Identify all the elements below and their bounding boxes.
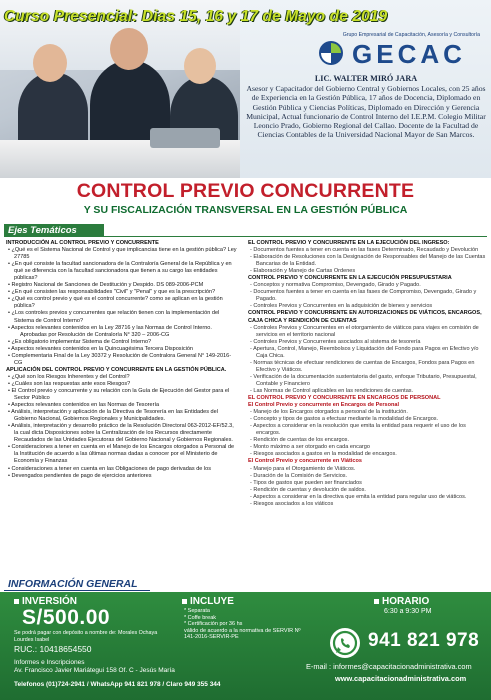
topic-item: • El Control previo y concurrente y su relación con la Guía de Ejecución del Gestor para el Sector Público	[8, 387, 230, 402]
whatsapp-phone[interactable]: 941 821 978	[368, 630, 480, 651]
person-right-head	[184, 48, 216, 84]
horario-title: HORARIO	[374, 596, 429, 607]
course-title: CONTROL PREVIO CONCURRENTE	[76, 180, 415, 202]
instructor-name: LIC. WALTER MIRÓ JARA	[314, 74, 418, 83]
topic-item: - Las Normas de Control aplicables en las rendiciones de cuentas.	[250, 387, 414, 394]
logo-tagline: Grupo Empresarial de Capacitación, Asesoría y Consultoría	[342, 32, 480, 38]
course-subtitle: Y SU FISCALIZACIÓN TRANSVERSAL EN LA GESTIÓN PÚBLICA	[83, 204, 408, 216]
topic-item: - Concepto y tipos de gastos a efectuar mediante la modalidad de Encargos.	[250, 416, 439, 423]
topic-item: • Consideraciones a tener en cuenta en las Obligaciones de pago derivadas de los	[8, 465, 211, 472]
topic-item: - Controles Previos y Concurrentes en el otorgamiento de viáticos para viajes en comisión de servicios en el territorio nacional	[250, 324, 479, 338]
topic-item: • ¿Es obligatorio implementar Sistema de Control Interno?	[8, 338, 152, 345]
payment-note: Se podrá pagar con depósito a nombre de: Morales Ochaya Lourdes Isabel	[14, 630, 158, 643]
phones-line: Telefonos (01)724-2941 / WhatsApp 941 821 978 / Claro 949 355 344	[14, 681, 221, 688]
topic-item: - Documentos fuentes a tener en cuenta en las fases Determinado, Recaudado y Devolución	[250, 247, 479, 254]
topic-item: - Elaboración de Resoluciones con la Designación de Responsables del Manejo de las Cuentas Bancarias de la Entidad.	[250, 254, 486, 268]
topic-item: • Devengados pendientes de pago de ejercicios anteriores	[8, 472, 152, 479]
topic-item: • ¿Los controles previos y concurrentes que relación tienen con la implementación del Sistema de Control Interno?	[8, 310, 220, 324]
topic-item: • ¿Qué es el Sistema Nacional de Control y que implicancias tiene en la gestión pública? Ley 27785	[8, 247, 237, 261]
meeting-photo	[0, 0, 240, 178]
course-dates-title: Curso Presencial: Dias 15, 16 y 17 de Mayo de 2019	[4, 8, 388, 25]
topic-item: - Documentos fuentes a tener en cuenta en las fases de Compromiso, Devengado, Girado y Pagado.	[250, 289, 477, 303]
incluye-title: INCLUYE	[182, 596, 234, 607]
topic-item: - Duración de la Comisión de Servicios.	[250, 472, 348, 479]
email-link[interactable]: E-mail : informes@capacitacionadministrativa.com	[306, 662, 472, 671]
topic-item: • Análisis, interpretación y aplicación de la Directiva de Tesorería en las Entidades del Gobierno Nacional, Gobiernos Regionales y Municipalidades.	[8, 409, 218, 423]
ejes-divider	[4, 236, 487, 237]
gecac-logo	[318, 40, 478, 68]
title-band	[0, 178, 491, 224]
topic-heading: CONTROL PREVIO Y CONCURRENTE EN AUTORIZACIONES DE VIÁTICOS, ENCARGOS, CAJA CHICA Y RENDICIÓN DE CUENTAS	[248, 310, 482, 324]
topic-heading: EL CONTROL PREVIO Y CONCURRENTE EN LA EJECUCIÓN DEL INGRESO:	[248, 240, 450, 246]
contact-info	[14, 659, 175, 675]
topic-heading: APLICACIÓN DEL CONTROL PREVIO Y CONCURRENTE EN LA GESTIÓN PÚBLICA.	[6, 366, 227, 373]
incluye-item: * Separata	[184, 608, 210, 614]
topic-item: - Normas técnicas de efectuar rendiciones de cuentas de Encargos, Fondos para Pagos en Efectivo y Viáticos.	[250, 359, 475, 373]
logo-word: GECAC	[352, 39, 466, 69]
incluye-list	[184, 608, 304, 641]
topic-item: • ¿Cuáles son las respuestas ante esos Riesgos?	[8, 380, 131, 387]
topic-heading: EL CONTROL PREVIO Y CONCURRENTE EN ENCARGOS DE PERSONAL	[248, 395, 441, 402]
topic-item: - Controles Previos y Concurrentes en la adquisición de bienes y servicios	[250, 303, 433, 310]
topic-item: • ¿En qué consisten las responsabilidades "Civil" y "Penal" y que es la prescripción?	[8, 289, 216, 296]
topic-item: - Manejo para el Otorgamiento de Viáticos.	[250, 465, 356, 472]
topic-item: • ¿Qué son los Riesgos Inherentes y del Control?	[8, 373, 130, 380]
header-banner	[0, 0, 491, 178]
ruc-number: RUC.: 10418654550	[14, 644, 92, 654]
website-link[interactable]: www.capacitacionadministrativa.com	[335, 674, 467, 683]
topics-left-column	[6, 240, 238, 480]
topic-item: • ¿En qué consiste la facultad sancionadora de la Contraloría General de la República y en qué se diferencia con la facultad sancionadora que tienen a su cargo las entidades públicas?	[8, 261, 232, 282]
topics-right-column	[248, 240, 486, 508]
topic-item: - Elaboración y Manejo de Cartas Ordenes	[250, 268, 356, 275]
info-band	[0, 592, 491, 700]
topic-item: • Consideraciones a tener en cuenta en el Manejo de los Encargos otorgados a Personal de la Institución de acuerdo a las últimas normas dadas a conocer por el Ministerio de Economía y Finanzas	[8, 444, 235, 465]
topic-item: • Registro Nacional de Sanciones de Destitución y Despido. DS 089-2006-PCM	[8, 282, 204, 289]
topic-item: • Aspectos relevantes contenidos en las Normas de Tesorería	[8, 402, 160, 409]
topic-item: • Aspectos relevantes contenidos en la Ley 28716 y las Normas de Control Interno.	[8, 324, 212, 331]
person-center-head	[110, 28, 148, 70]
whatsapp-icon	[330, 628, 360, 658]
topic-item: - Riesgos asociados a los viáticos	[250, 500, 334, 507]
topic-item: - Controles Previos y Concurrentes asociados al sistema de tesorería	[250, 338, 421, 345]
incluye-item: válido de acuerdo a la normativa de SERVIR Nº 141-2016-SERVIR-PE	[184, 627, 301, 641]
person-left-head	[33, 44, 67, 82]
informes-label: Informes e Inscripciones	[14, 659, 85, 666]
horario-value: 6:30 a 9:30 PM	[384, 608, 432, 615]
bullet-square-icon	[14, 599, 19, 604]
topic-heading: CONTROL PREVIO Y CONCURRENTE EN LA EJECUCIÓN PRESUPUESTARIA	[248, 275, 452, 282]
topic-item: - Monto máximo a ser otorgado en cada encargo	[250, 444, 370, 451]
instructor-bio	[246, 74, 486, 139]
price: S/500.00	[22, 606, 111, 629]
topic-item: • Complementaria Final de la Ley 30372 y Resolución de Contralora General N° 149-2016-CG	[8, 352, 232, 366]
instructor-description: Asesor y Capacitador del Gobierno Central y Gobiernos Locales, con 25 años de Experiencia en la Gestión Pública, 17 años de Docencia, Diplomado en Gestión Pública y Ciencias Políticas, Diplomado en Dirección y Gerencia Municipal, Actual funcionario de Control Interno del I.E.P.M. Colegio Militar Leoncio Prado, Gobierno Regional del Callao. Docente de la Facultad de Ciencias Contables de la Universidad Nacional Mayor de San Marcos.	[246, 84, 486, 140]
incluye-item: * Coffe break	[184, 614, 217, 621]
topic-item: • Análisis, interpretación y desarrollo práctico de la Resolución Directoral 063-2012-EF/52.3, la cual dicta Disposiciones sobre la Centralización de los Recursos directamente Recaudados de las Unidades Ejecutoras del Gobierno Nacional y Gobiernos Regionales.	[8, 423, 234, 444]
topic-item: - Aspectos a considerar en la directiva que emita la entidad para regular uso de viáticos.	[250, 493, 467, 500]
topic-heading: El Control Previo y concurrente en Viáticos	[248, 458, 362, 465]
topic-heading: El Control Previo y concurrente en Encargos de Personal	[248, 402, 400, 409]
laptop	[150, 128, 220, 148]
topic-item: • Aspectos relevantes contenidos en la Quincuagésima Tercera Disposición	[8, 345, 193, 352]
topic-note: Aprobadas por Resolución de Contraloría N° 320 – 2006-CG	[20, 331, 170, 338]
topic-item: - Rendición de cuentas y devolución de saldos.	[250, 486, 366, 493]
topic-heading: INTRODUCCIÓN AL CONTROL PREVIO Y CONCURRENTE	[6, 240, 159, 246]
topic-item: - Apertura, Control, Manejo, Reembolsos y Liquidación del Fondo para Pagos en Efectivo y/o Caja Chica.	[250, 345, 479, 359]
topic-item: - Rendición de cuentas de los encargos.	[250, 437, 349, 444]
topic-item: - Riesgos asociados a gastos en la modalidad de encargos.	[250, 451, 397, 458]
topic-item: - Manejo de los Encargos otorgados a personal de la institución.	[250, 409, 408, 416]
ejes-tematicos-label: Ejes Temáticos	[4, 224, 104, 237]
topic-item: - Conceptos y normativa Compromiso, Devengado, Girado y Pagado.	[250, 282, 421, 289]
inversion-title: INVERSIÓN	[14, 596, 77, 607]
info-general-label: INFORMACIÓN GENERAL	[4, 578, 150, 591]
topic-item: - Tipos de gastos que pueden ser financiados	[250, 479, 362, 486]
topic-item: - Verificación de la documentación sustentatoria del gasto, enfoque Tributario, Presupuestal, Contable y Financiero	[250, 373, 477, 387]
logo-mark-icon	[318, 40, 344, 66]
incluye-item: * Certificación por 36 hs	[184, 621, 243, 628]
topic-item: • ¿Qué es control previo y qué es el control concurrente? como se aplican en la gestión pública?	[8, 296, 223, 310]
bullet-square-icon	[182, 599, 187, 604]
address: Av. Francisco Javier Mariátegui 158 Of. C - Jesús María	[14, 667, 175, 674]
bullet-square-icon	[374, 599, 379, 604]
topic-item: - Aspectos a considerar en la resolución que emita la entidad para requerir el uso de los encargos.	[250, 423, 466, 437]
